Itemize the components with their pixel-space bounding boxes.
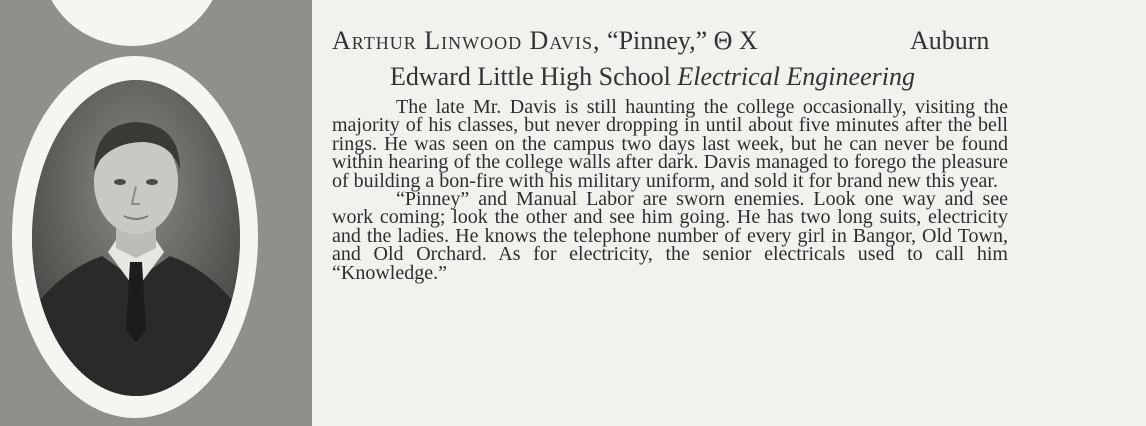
student-name: Arthur Linwood Davis, [332,26,601,55]
fraternity-letters: Θ X [713,26,758,55]
yearbook-entry [332,26,1012,282]
hometown: Auburn [910,26,990,55]
portrait-photo [32,80,240,396]
previous-portrait-oval [42,0,222,46]
school-course-line [332,62,1012,92]
photo-mat [0,0,312,426]
biography-paragraph: “Pinney” and Manual Labor are sworn enemies. Look one way and see work coming; look the other and see him going. He has two long suits, electricity and the ladies. He knows the telephone number of every girl in Bangor, Old Town, and Old Orchard. As for electricity, the senior electricals used to call him “Knowledge.” [332,188,1008,284]
biography-paragraph: The late Mr. Davis is still haunting the college occasionally, visiting the majority of his classes, but never dropping in until about five minutes after the bell rings. He was seen on the campus two days last week, but he can never be found within hearing of the college walls after dark. Davis managed to forego the pleasure of building a bon-fire with his military uniform, and sold it for brand new this year. [332,96,1008,192]
course-of-study: Electrical Engineering [677,62,915,91]
entry-headline [332,26,1012,60]
student-nickname: “Pinney,” [607,26,708,55]
biography [332,98,1008,282]
high-school: Edward Little High School [390,62,671,91]
